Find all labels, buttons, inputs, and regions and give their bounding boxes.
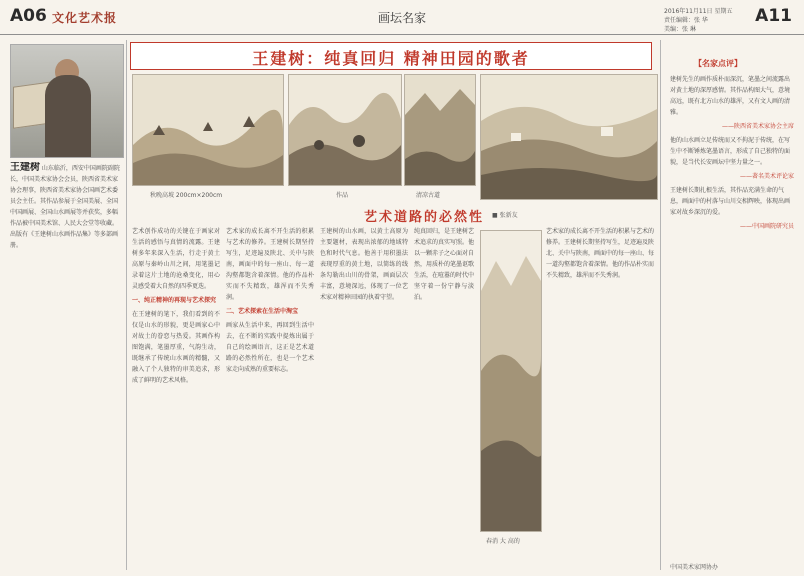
landscape-painting	[405, 75, 475, 185]
sidebar-paragraph: 王建树长期扎根生活，其作品充满生命的气息，画面中的村落与山川交相辉映，体现出画家对故乡深沉的爱。	[670, 187, 791, 216]
landscape-painting	[133, 75, 283, 185]
artist-figure	[45, 75, 91, 157]
page-footer: 中国美术家网协办	[670, 564, 719, 571]
sidebar-paragraph: 建树先生的画作质朴而深沉，笔墨之间流露出对黄土地的深厚感情。其作品构图大气，意境高远，既有北方山水的雄浑，又有文人画的清雅。	[670, 76, 791, 116]
artwork-4-caption: 春消 大 高的	[486, 538, 520, 545]
article-paragraph: 王建树的山水画，以黄土高原为主要题材，表现出浓郁的地域特色和时代气息。他善于用积墨法表现厚重的黄土地，以简练的线条勾勒出山川的骨架，画面层次丰富，意境深远，体现了一位艺术家对精神田园的执着守望。	[320, 228, 408, 301]
article-column-5	[546, 226, 654, 570]
sidebar-signature: ——著名美术评论家	[739, 173, 794, 180]
article-paragraph: 艺术创作成功的关键在于画家对生活的感悟与真情的流露。王建树多年来深入生活，行走于黄土高原与秦岭山川之间，用笔墨记录着这片土地的沧桑变化，用心灵感受着大自然的四季更迭。	[132, 228, 220, 290]
article-column-2	[226, 226, 314, 570]
artwork-2-caption: 作品	[336, 192, 349, 199]
sidebar-signature: ——中国画院研究员	[739, 223, 794, 230]
sidebar-text	[670, 74, 794, 554]
article-paragraph: 艺术家的成长离不开生活的积累与艺术的修养。王建树长期坚持写生，足迹遍及陕北、关中与陕南，画面中的每一座山、每一道沟壑都饱含着深情。他的作品朴实而不失精致，雄浑而不失秀润。	[546, 228, 654, 279]
artwork-1	[132, 74, 284, 186]
page-meta	[664, 7, 732, 34]
article-section-heading: 二、艺术探索在生活中淘宝	[226, 308, 299, 315]
artwork-vertical	[480, 230, 542, 532]
landscape-painting	[481, 75, 657, 199]
artist-photo	[10, 44, 124, 158]
sidebar-paragraph: 他的山水画立足传统而又不拘泥于传统，在写生中不断锤炼笔墨语言，形成了自己独特的面貌，是当代长安画坛中坚力量之一。	[670, 137, 791, 166]
article-paragraph: 艺术家的成长离不开生活的积累与艺术的修养。王建树长期坚持写生，足迹遍及陕北、关中与陕南，画面中的每一座山、每一道沟壑都饱含着深情。他的作品朴实而不失精致，雄浑而不失秀润。	[226, 228, 314, 301]
page-header	[0, 0, 804, 35]
artwork-3	[404, 74, 476, 186]
vertical-landscape-painting	[481, 231, 541, 531]
meta-date: 2016年11月11日 星期五	[664, 8, 733, 15]
headline-banner	[130, 42, 652, 70]
page-number-right: A11	[755, 6, 792, 26]
article-section-heading: 一、纯正精神的再现与艺术探究	[132, 297, 217, 304]
meta-editor: 责任编辑：张 华	[664, 17, 708, 24]
page-number-left: A06	[10, 6, 47, 26]
article-paragraph: 在王建树的笔下，我们看到的不仅是山水的形貌，更是画家心中对故土的眷恋与热爱。其画作构图饱满，笔墨厚重，气韵生动，既继承了传统山水画的精髓，又融入了个人独特的审美追求，形成了鲜明的艺术风格。	[132, 311, 220, 384]
artist-bio: 山东临沂，西安中国画院副院长，中国美术家协会会员，陕西省美术家协会理事，陕西省美术家协会国画艺术委员会主任。其作品参展于全国美展、全国中国画展、全国山水画展等并获奖，多幅作品被中国美术馆、人民大会堂等收藏。出版有《王建树山水画作品集》等多部画册。	[10, 165, 120, 249]
meta-designer: 美编：张 琳	[664, 26, 696, 33]
artist-profile	[10, 162, 122, 570]
article-headline: 艺术道路的必然性	[364, 210, 485, 225]
artwork-3-caption: 清凉古道	[416, 192, 441, 199]
artist-name: 王建树	[10, 162, 40, 173]
artwork-1-caption: 秋晚高坡 200cm×200cm	[150, 192, 223, 199]
article-column-3	[320, 226, 408, 570]
column-divider	[660, 40, 661, 570]
article-column-4	[414, 226, 474, 570]
artwork-2	[288, 74, 402, 186]
headline-title: 王建树：纯真回归 精神田园的歌者	[252, 49, 530, 68]
artwork-4	[480, 74, 658, 200]
sidebar-title: 【名家点评】	[694, 59, 742, 68]
article-byline: ■ 张新友	[492, 212, 518, 219]
masthead: 文化艺术报	[52, 11, 118, 25]
article-paragraph: 纯真回归，是王建树艺术追求的真实写照。他以一颗赤子之心面对自然，用质朴的笔墨讴歌生活，在喧嚣的时代中坚守着一份宁静与淡泊。	[414, 228, 474, 301]
column-divider	[126, 40, 127, 570]
article-column-1	[132, 226, 220, 570]
sidebar-signature: ——陕西省美术家协会主席	[721, 123, 794, 130]
section-title: 画坛名家	[378, 11, 427, 25]
landscape-painting	[289, 75, 401, 185]
critic-sidebar	[666, 44, 796, 570]
article-paragraph: 画家从生活中来，再回到生活中去，在不断的实践中提炼出属于自己的绘画语言，这正是艺术道路的必然性所在，也是一个艺术家走向成熟的重要标志。	[226, 322, 314, 373]
